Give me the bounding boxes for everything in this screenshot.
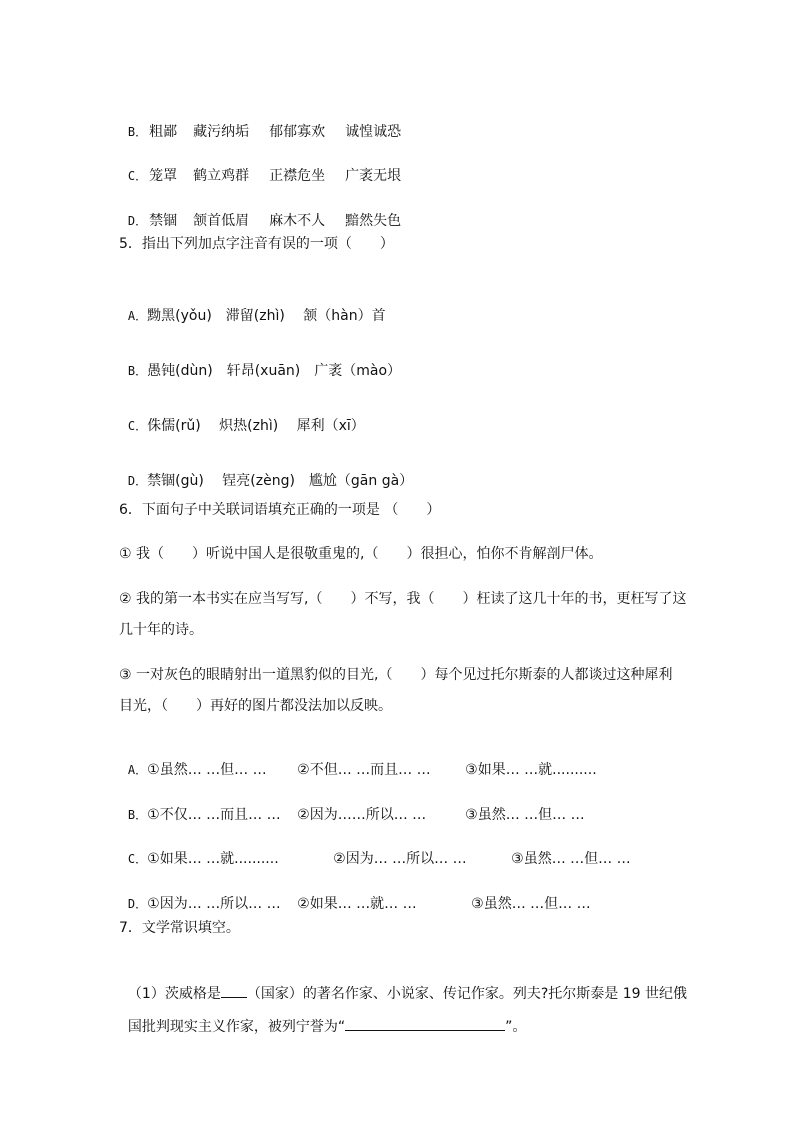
word: 黯然失色 (345, 213, 402, 229)
q6-sentence-3-line-2: 目光，（ ）再好的图片都没法加以反映。 (119, 698, 392, 714)
word: 粗鄙 (149, 124, 178, 140)
option-letter: D． (127, 897, 148, 911)
option-letter: B． (127, 364, 148, 378)
q4-option-d (119, 191, 401, 231)
option-letter: B． (127, 125, 148, 139)
q6-option-c (119, 829, 631, 869)
option-part: ②因为… …所以… … (333, 851, 467, 867)
q6-sentence-2-line-2: 几十年的诗。 (119, 622, 203, 638)
q6-option-d (119, 874, 591, 914)
option-part: ③虽然… …但… … (511, 851, 631, 867)
option-text: 愚钝(dùn) 轩昂(xuān) 广袤（mào） (147, 363, 402, 379)
word: 广袤无垠 (345, 168, 402, 184)
option-letter: C． (127, 852, 148, 866)
q5-option-d (119, 451, 413, 491)
option-part: ①虽然… …但… … (147, 762, 267, 778)
q7-stem: 7．文学常识填空。 (119, 920, 240, 936)
q6-sentence-1: ① 我（ ）听说中国人是很敬重鬼的,（ ）很担心，怕你不肯解剖尸体。 (119, 546, 603, 562)
option-text: 黝黑(yǒu) 滞留(zhì) 颔（hàn）首 (147, 308, 386, 324)
option-part: ③虽然… …但… … (465, 807, 585, 823)
word: 郁郁寡欢 (269, 124, 326, 140)
word: 笼罩 (149, 168, 178, 184)
word: 禁锢 (149, 213, 178, 229)
option-part: ③虽然… …但… … (471, 896, 591, 912)
option-letter: D． (127, 474, 148, 488)
option-text: 禁锢(gù) 锃亮(zèng) 尴尬（gān gà） (147, 473, 414, 489)
option-part: ①因为… …所以… … (147, 896, 281, 912)
option-letter: D． (127, 214, 148, 228)
q6-sentence-2-line-1: ② 我的第一本书实在应当写写,（ ）不写，我（ ）枉读了这几十年的书，更枉写了这 (119, 591, 687, 607)
text: （国家）的著名作家、小说家、传记作家。列夫?托尔斯泰是 19 世纪俄 (246, 986, 687, 1002)
word: 诚惶诚恐 (345, 124, 402, 140)
option-part: ③如果… …就.......... (465, 762, 597, 778)
word: 藏污纳垢 (193, 124, 250, 140)
option-part: ②不但… …而且… … (297, 762, 431, 778)
answer-blank[interactable] (345, 1016, 505, 1031)
q6-option-b (119, 785, 585, 825)
option-letter: A． (127, 763, 148, 777)
option-letter: B． (127, 808, 148, 822)
word: 正襟危坐 (269, 168, 326, 184)
text: 国批判现实主义作家，被列宁誉为“ (127, 1019, 346, 1035)
q6-option-a (119, 740, 597, 780)
q5-option-b (119, 341, 401, 381)
q4-option-b (119, 102, 401, 142)
option-letter: A． (127, 309, 148, 323)
q6-sentence-3-line-1: ③ 一对灰色的眼睛射出一道黑豹似的目光,（ ）每个见过托尔斯泰的人都谈过这种犀利 (119, 667, 673, 683)
option-part: ②如果… …就… … (297, 896, 417, 912)
q5-option-a (119, 286, 386, 326)
q7-item-1-line-2 (119, 996, 526, 1037)
option-part: ②因为……所以… … (297, 807, 427, 823)
q5-stem: 5．指出下列加点字注音有误的一项（ ） (119, 236, 394, 252)
q6-stem: 6．下面句子中关联词语填充正确的一项是 （ ） (119, 502, 441, 518)
word: 颔首低眉 (193, 213, 250, 229)
option-part: ①不仅… …而且… … (147, 807, 281, 823)
text: （1）茨威格是 (127, 986, 221, 1002)
word: 麻木不人 (269, 213, 326, 229)
q5-option-c (119, 396, 365, 436)
text: ”。 (505, 1019, 527, 1035)
option-letter: C． (127, 419, 148, 433)
word: 鹤立鸡群 (193, 168, 250, 184)
option-text: 侏儒(rǔ) 炽热(zhì) 犀利（xī） (147, 418, 365, 434)
option-part: ①如果… …就.......... (147, 851, 279, 867)
q4-option-c (119, 146, 401, 186)
option-letter: C． (127, 169, 148, 183)
